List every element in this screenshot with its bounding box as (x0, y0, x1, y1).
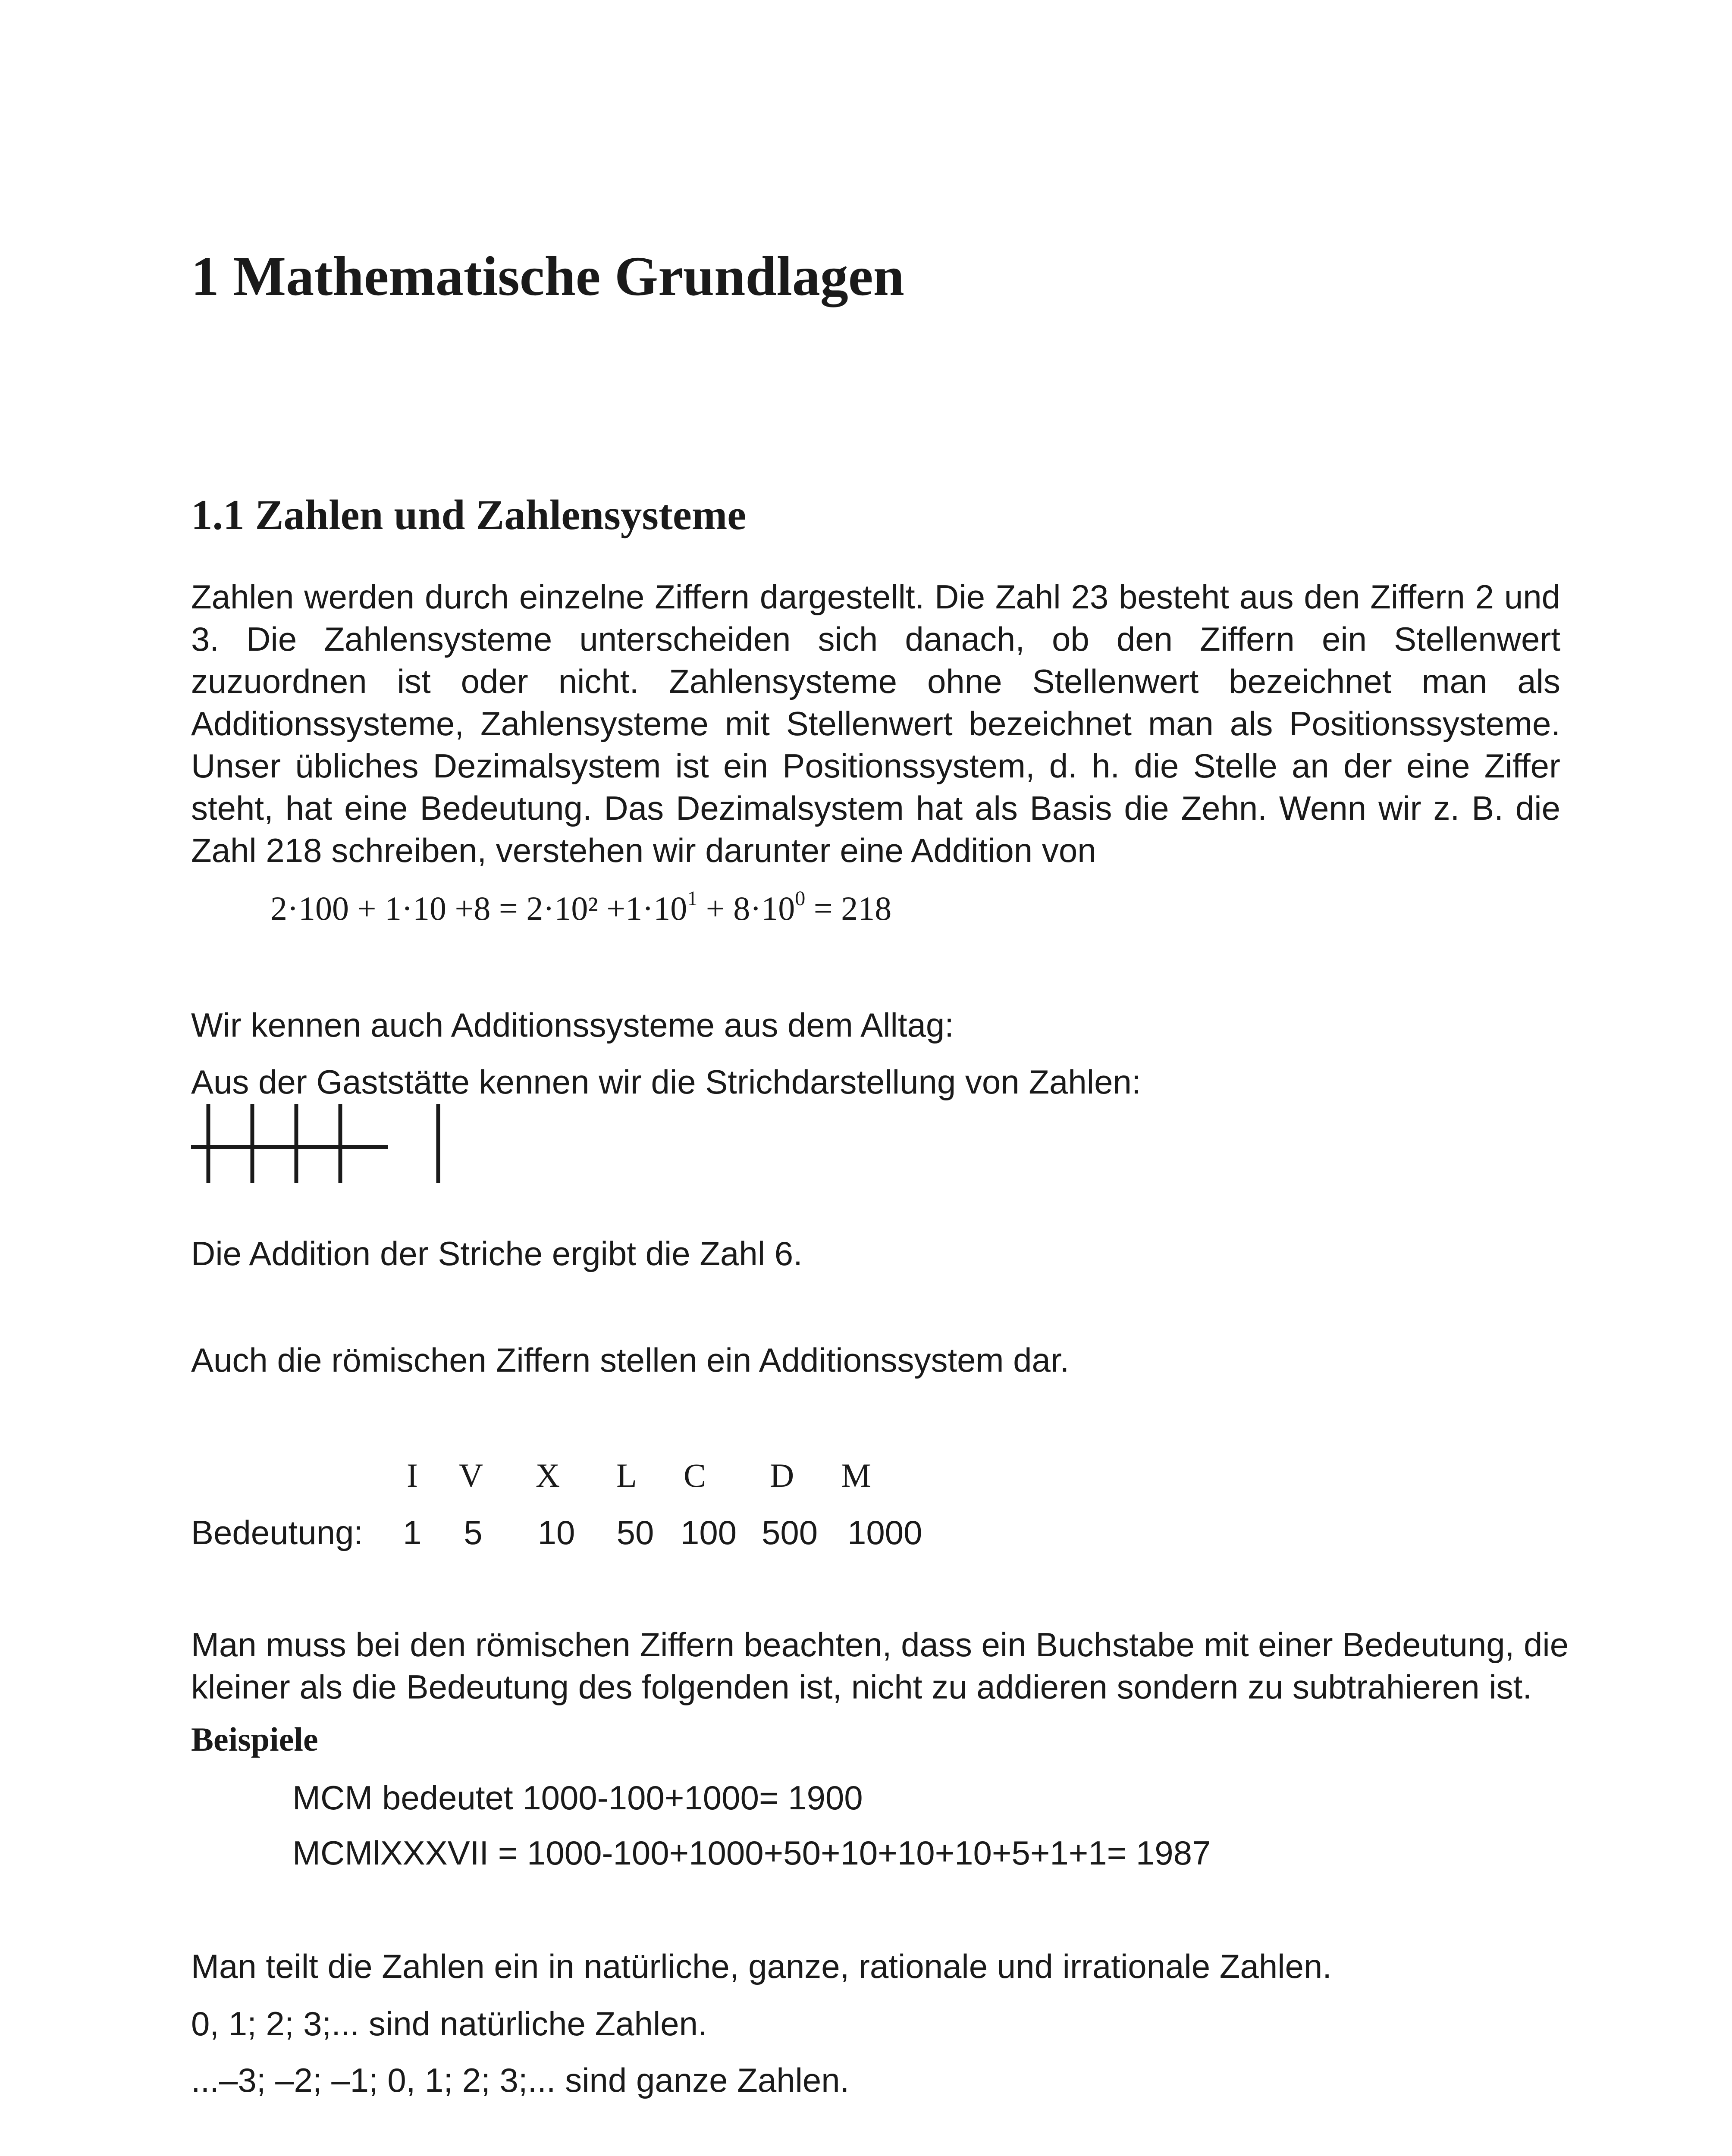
roman-intro: Auch die römischen Ziffern stellen ein Additionssystem dar. (191, 1341, 1070, 1379)
roman-value-1: 1 (403, 1514, 422, 1551)
formula-part-2: + 8·10 (697, 890, 795, 927)
roman-symbol-m: M (841, 1457, 871, 1494)
roman-symbol-l: L (616, 1457, 637, 1494)
roman-value-10: 10 (537, 1514, 575, 1551)
subtraction-rule-line-2: kleiner als die Bedeutung des folgenden ist, nicht zu addieren sondern zu subtrahieren ist. (191, 1668, 1532, 1706)
roman-value-500: 500 (762, 1514, 818, 1551)
example-2: MCMlXXXVII = 1000-100+1000+50+10+10+10+5+1+1= 1987 (292, 1834, 1211, 1872)
tally-marks-figure (191, 1104, 502, 1205)
roman-value-5: 5 (464, 1514, 483, 1551)
integers-line: ...–3; –2; –1; 0, 1; 2; 3;... sind ganze Zahlen. (191, 2061, 850, 2099)
roman-value-1000: 1000 (847, 1514, 922, 1551)
roman-value-50: 50 (616, 1514, 654, 1551)
section-title: 1.1 Zahlen und Zahlensysteme (191, 492, 747, 539)
tally-result: Die Addition der Striche ergibt die Zahl 6. (191, 1235, 803, 1272)
tally-intro: Aus der Gaststätte kennen wir die Strichdarstellung von Zahlen: (191, 1063, 1141, 1101)
formula-part-1: 2·100 + 1·10 +8 = 2·10² +1·10 (270, 890, 687, 927)
additions-intro: Wir kennen auch Additionssysteme aus dem Alltag: (191, 1006, 954, 1044)
tally-marks-svg (191, 1104, 502, 1203)
natural-numbers-line: 0, 1; 2; 3;... sind natürliche Zahlen. (191, 2005, 707, 2043)
subtraction-rule-line-1: Man muss bei den römischen Ziffern beachten, dass ein Buchstabe mit einer Bedeutung, die (191, 1626, 1569, 1664)
roman-symbol-x: X (535, 1457, 560, 1494)
decimal-formula (270, 888, 891, 925)
roman-symbol-v: V (458, 1457, 483, 1494)
formula-exponent-2: 0 (795, 887, 806, 910)
roman-symbol-d: D (769, 1457, 794, 1494)
roman-symbol-c: C (683, 1457, 706, 1494)
classification-sentence: Man teilt die Zahlen ein in natürliche, ganze, rationale und irrationale Zahlen. (191, 1947, 1332, 1985)
example-1: MCM bedeutet 1000-100+1000= 1900 (292, 1779, 863, 1817)
roman-symbol-i: I (407, 1457, 418, 1494)
chapter-title: 1 Mathematische Grundlagen (191, 245, 904, 307)
roman-row-label: Bedeutung: (191, 1514, 364, 1551)
formula-part-3: = 218 (805, 890, 892, 927)
intro-paragraph: Zahlen werden durch einzelne Ziffern dargestellt. Die Zahl 23 besteht aus den Ziffern 2 und 3. Die Zahlensysteme unterscheiden sich danach, ob den Ziffern ein Stellenwert zuzuordnen ist oder nicht. Zahlensysteme ohne Stellenwert bezeichnet man als Additionssysteme, Zahlensysteme mit Stellenwert bezeichnet man als Positionssysteme. Unser übliches Dezimalsystem ist ein Positionssystem, d. h. die Stelle an der eine Ziffer steht, hat eine Bedeutung. Das Dezimalsystem hat als Basis die Zehn. Wenn wir z. B. die Zahl 218 schreiben, verstehen wir darunter eine Addition von (191, 578, 1560, 869)
roman-value-100: 100 (681, 1514, 737, 1551)
examples-heading: Beispiele (191, 1720, 318, 1758)
formula-exponent-1: 1 (687, 887, 698, 910)
